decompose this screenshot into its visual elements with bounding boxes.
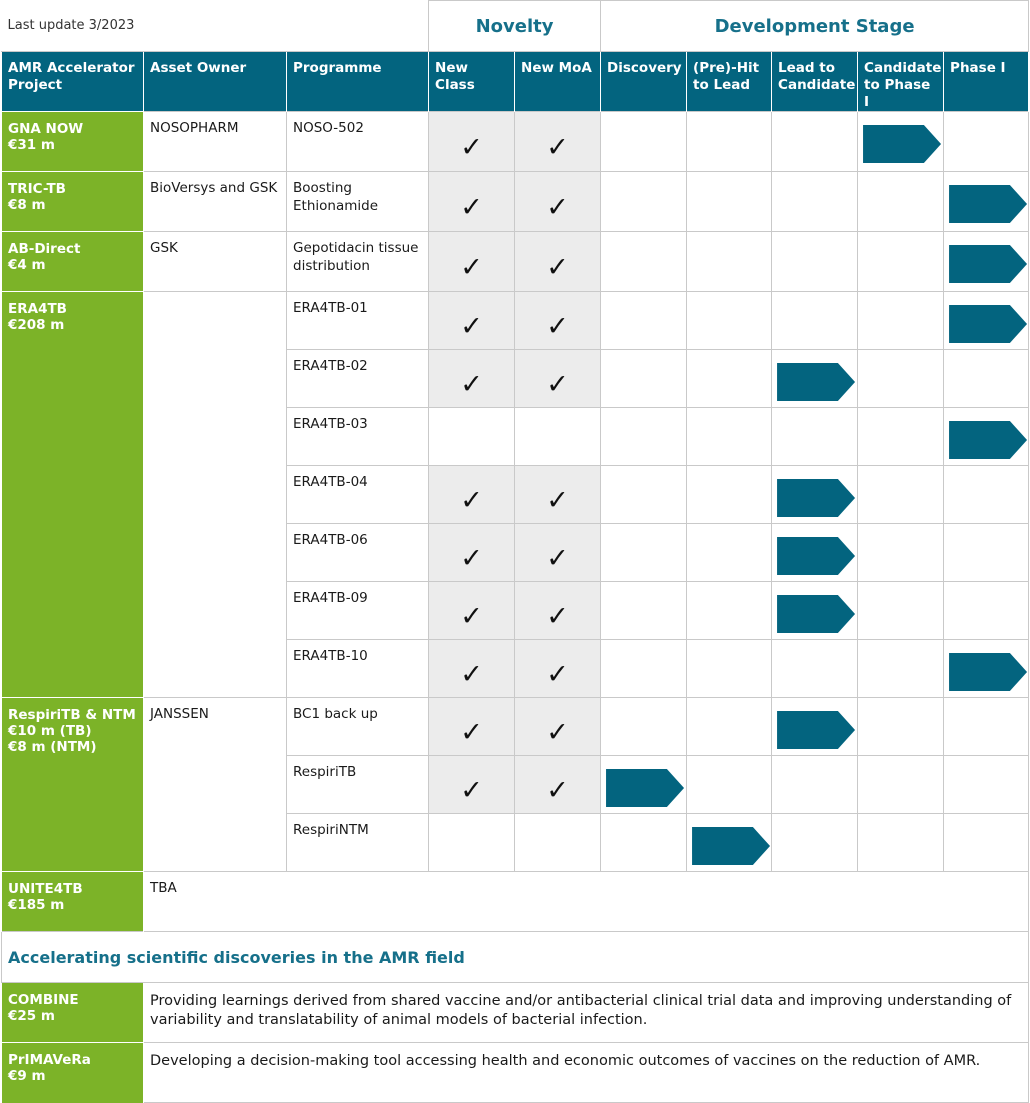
section-row [2, 932, 1029, 983]
stage-arrow-icon [949, 305, 1027, 343]
new-moa-cell [515, 408, 601, 466]
new-class-cell [429, 408, 515, 466]
novelty-group-header: Novelty [429, 1, 601, 52]
project-description: Developing a decision-making tool accessing health and economic outcomes of vaccines on the reduction of AMR. [144, 1043, 1029, 1103]
stage-cell-candidate [858, 232, 944, 292]
header-discovery: Discovery [601, 52, 687, 112]
stage-cell-lead [772, 292, 858, 350]
stage-cell-lead [772, 232, 858, 292]
header-new-moa: New MoA [515, 52, 601, 112]
stage-arrow-icon [949, 653, 1027, 691]
stage-cell-discovery [601, 640, 687, 698]
project-description: Providing learnings derived from shared vaccine and/or antibacterial clinical trial data and improving understanding of variability and translatability of animal models of bacterial infection. [144, 983, 1029, 1043]
header-candidate: Candidate to Phase I [858, 52, 944, 112]
header-programme: Programme [287, 52, 429, 112]
project-name: GNA NOW €31 m [2, 112, 144, 172]
programme-name: RespiriNTM [287, 814, 429, 872]
programme-name: ERA4TB-01 [287, 292, 429, 350]
programme-name: NOSO-502 [287, 112, 429, 172]
checkmark-icon: ✓ [546, 717, 569, 748]
stage-cell-lead [772, 698, 858, 756]
stage-cell-phase1 [944, 350, 1029, 408]
stage-cell-discovery [601, 524, 687, 582]
asset-owner: BioVersys and GSK [144, 172, 287, 232]
checkmark-icon: ✓ [460, 192, 483, 223]
new-moa-cell [515, 814, 601, 872]
project-name: ERA4TB €208 m [2, 292, 144, 698]
stage-arrow-icon [777, 479, 855, 517]
stage-cell-prehit [687, 408, 772, 466]
stage-cell-lead [772, 112, 858, 172]
header-new-class: New Class [429, 52, 515, 112]
checkmark-icon: ✓ [460, 543, 483, 574]
table-row [2, 232, 1029, 292]
programme-name: RespiriTB [287, 756, 429, 814]
stage-cell-prehit [687, 756, 772, 814]
stage-cell-prehit [687, 640, 772, 698]
checkmark-icon: ✓ [546, 252, 569, 283]
stage-cell-prehit [687, 350, 772, 408]
stage-cell-candidate [858, 112, 944, 172]
stage-arrow-icon [777, 537, 855, 575]
checkmark-icon: ✓ [460, 311, 483, 342]
checkmark-icon: ✓ [546, 601, 569, 632]
new-moa-cell [515, 172, 601, 232]
stage-cell-prehit [687, 582, 772, 640]
checkmark-icon: ✓ [460, 659, 483, 690]
stage-arrow-icon [863, 125, 941, 163]
stage-cell-phase1 [944, 292, 1029, 350]
new-class-cell [429, 350, 515, 408]
stage-cell-lead [772, 524, 858, 582]
table-row [2, 1043, 1029, 1103]
section-title: Accelerating scientific discoveries in the AMR field [2, 932, 1029, 983]
project-name: TRIC-TB €8 m [2, 172, 144, 232]
header-owner: Asset Owner [144, 52, 287, 112]
programme-name: ERA4TB-02 [287, 350, 429, 408]
table-row [2, 698, 1029, 756]
checkmark-icon: ✓ [546, 775, 569, 806]
stage-arrow-icon [777, 711, 855, 749]
amr-accelerator-table [1, 0, 1029, 1103]
stage-cell-candidate [858, 640, 944, 698]
stage-cell-discovery [601, 466, 687, 524]
stage-cell-discovery [601, 292, 687, 350]
stage-cell-phase1 [944, 698, 1029, 756]
new-class-cell [429, 112, 515, 172]
new-class-cell [429, 814, 515, 872]
column-header-row [2, 52, 1029, 112]
checkmark-icon: ✓ [460, 252, 483, 283]
programme-name: ERA4TB-06 [287, 524, 429, 582]
programme-name: ERA4TB-10 [287, 640, 429, 698]
programme-name: Gepotidacin tissue distribution [287, 232, 429, 292]
stage-cell-candidate [858, 756, 944, 814]
new-moa-cell [515, 756, 601, 814]
asset-owner: JANSSEN [144, 698, 287, 872]
checkmark-icon: ✓ [546, 659, 569, 690]
checkmark-icon: ✓ [546, 311, 569, 342]
development-stage-group-header: Development Stage [601, 1, 1029, 52]
table-row [2, 112, 1029, 172]
stage-cell-prehit [687, 112, 772, 172]
last-update-label: Last update 3/2023 [2, 1, 429, 52]
stage-cell-lead [772, 350, 858, 408]
stage-cell-discovery [601, 232, 687, 292]
stage-cell-candidate [858, 350, 944, 408]
checkmark-icon: ✓ [546, 192, 569, 223]
stage-cell-lead [772, 756, 858, 814]
stage-cell-prehit [687, 172, 772, 232]
project-name: PrIMAVeRa €9 m [2, 1043, 144, 1103]
stage-cell-discovery [601, 350, 687, 408]
stage-cell-discovery [601, 408, 687, 466]
programme-name: ERA4TB-04 [287, 466, 429, 524]
stage-arrow-icon [949, 421, 1027, 459]
table-row [2, 172, 1029, 232]
stage-cell-prehit [687, 232, 772, 292]
stage-cell-lead [772, 408, 858, 466]
stage-cell-lead [772, 466, 858, 524]
new-moa-cell [515, 112, 601, 172]
stage-arrow-icon [777, 363, 855, 401]
stage-cell-phase1 [944, 756, 1029, 814]
stage-cell-prehit [687, 524, 772, 582]
stage-cell-candidate [858, 814, 944, 872]
checkmark-icon: ✓ [460, 717, 483, 748]
stage-arrow-icon [949, 245, 1027, 283]
table-row [2, 292, 1029, 350]
checkmark-icon: ✓ [546, 369, 569, 400]
stage-arrow-icon [949, 185, 1027, 223]
programme-name: ERA4TB-03 [287, 408, 429, 466]
new-moa-cell [515, 582, 601, 640]
checkmark-icon: ✓ [546, 132, 569, 163]
header-phase1: Phase I [944, 52, 1029, 112]
checkmark-icon: ✓ [460, 485, 483, 516]
stage-cell-phase1 [944, 408, 1029, 466]
stage-cell-candidate [858, 408, 944, 466]
programme-name: BC1 back up [287, 698, 429, 756]
new-class-cell [429, 640, 515, 698]
stage-cell-phase1 [944, 172, 1029, 232]
new-class-cell [429, 292, 515, 350]
new-class-cell [429, 756, 515, 814]
header-lead: Lead to Candidate [772, 52, 858, 112]
stage-cell-phase1 [944, 582, 1029, 640]
table-row [2, 872, 1029, 932]
checkmark-icon: ✓ [546, 543, 569, 574]
stage-cell-discovery [601, 172, 687, 232]
checkmark-icon: ✓ [460, 132, 483, 163]
stage-cell-prehit [687, 466, 772, 524]
stage-arrow-icon [777, 595, 855, 633]
checkmark-icon: ✓ [460, 601, 483, 632]
header-project: AMR Accelerator Project [2, 52, 144, 112]
new-class-cell [429, 698, 515, 756]
programme-name: Boosting Ethionamide [287, 172, 429, 232]
header-prehit: (Pre)-Hit to Lead [687, 52, 772, 112]
new-moa-cell [515, 292, 601, 350]
programme-name: ERA4TB-09 [287, 582, 429, 640]
stage-cell-candidate [858, 172, 944, 232]
stage-cell-lead [772, 640, 858, 698]
stage-cell-discovery [601, 756, 687, 814]
checkmark-icon: ✓ [546, 485, 569, 516]
new-moa-cell [515, 232, 601, 292]
stage-cell-phase1 [944, 232, 1029, 292]
stage-cell-discovery [601, 814, 687, 872]
new-class-cell [429, 172, 515, 232]
stage-cell-lead [772, 814, 858, 872]
table-row [2, 983, 1029, 1043]
new-class-cell [429, 466, 515, 524]
stage-cell-lead [772, 172, 858, 232]
stage-cell-prehit [687, 292, 772, 350]
stage-cell-phase1 [944, 524, 1029, 582]
stage-cell-phase1 [944, 466, 1029, 524]
stage-cell-candidate [858, 524, 944, 582]
new-moa-cell [515, 524, 601, 582]
stage-arrow-icon [692, 827, 770, 865]
stage-cell-phase1 [944, 814, 1029, 872]
checkmark-icon: ✓ [460, 775, 483, 806]
new-moa-cell [515, 350, 601, 408]
project-name: RespiriTB & NTM €10 m (TB) €8 m (NTM) [2, 698, 144, 872]
stage-cell-candidate [858, 698, 944, 756]
asset-owner: GSK [144, 232, 287, 292]
stage-cell-candidate [858, 292, 944, 350]
new-moa-cell [515, 466, 601, 524]
stage-cell-candidate [858, 466, 944, 524]
asset-owner [144, 292, 287, 698]
project-name: UNITE4TB €185 m [2, 872, 144, 932]
stage-cell-candidate [858, 582, 944, 640]
new-moa-cell [515, 698, 601, 756]
new-class-cell [429, 582, 515, 640]
stage-cell-discovery [601, 582, 687, 640]
stage-cell-phase1 [944, 112, 1029, 172]
stage-cell-phase1 [944, 640, 1029, 698]
new-moa-cell [515, 640, 601, 698]
project-name: AB-Direct €4 m [2, 232, 144, 292]
asset-owner: NOSOPHARM [144, 112, 287, 172]
new-class-cell [429, 232, 515, 292]
stage-arrow-icon [606, 769, 684, 807]
new-class-cell [429, 524, 515, 582]
stage-cell-prehit [687, 698, 772, 756]
stage-cell-prehit [687, 814, 772, 872]
stage-cell-lead [772, 582, 858, 640]
asset-owner: TBA [144, 872, 1029, 932]
project-name: COMBINE €25 m [2, 983, 144, 1043]
stage-cell-discovery [601, 698, 687, 756]
stage-cell-discovery [601, 112, 687, 172]
checkmark-icon: ✓ [460, 369, 483, 400]
